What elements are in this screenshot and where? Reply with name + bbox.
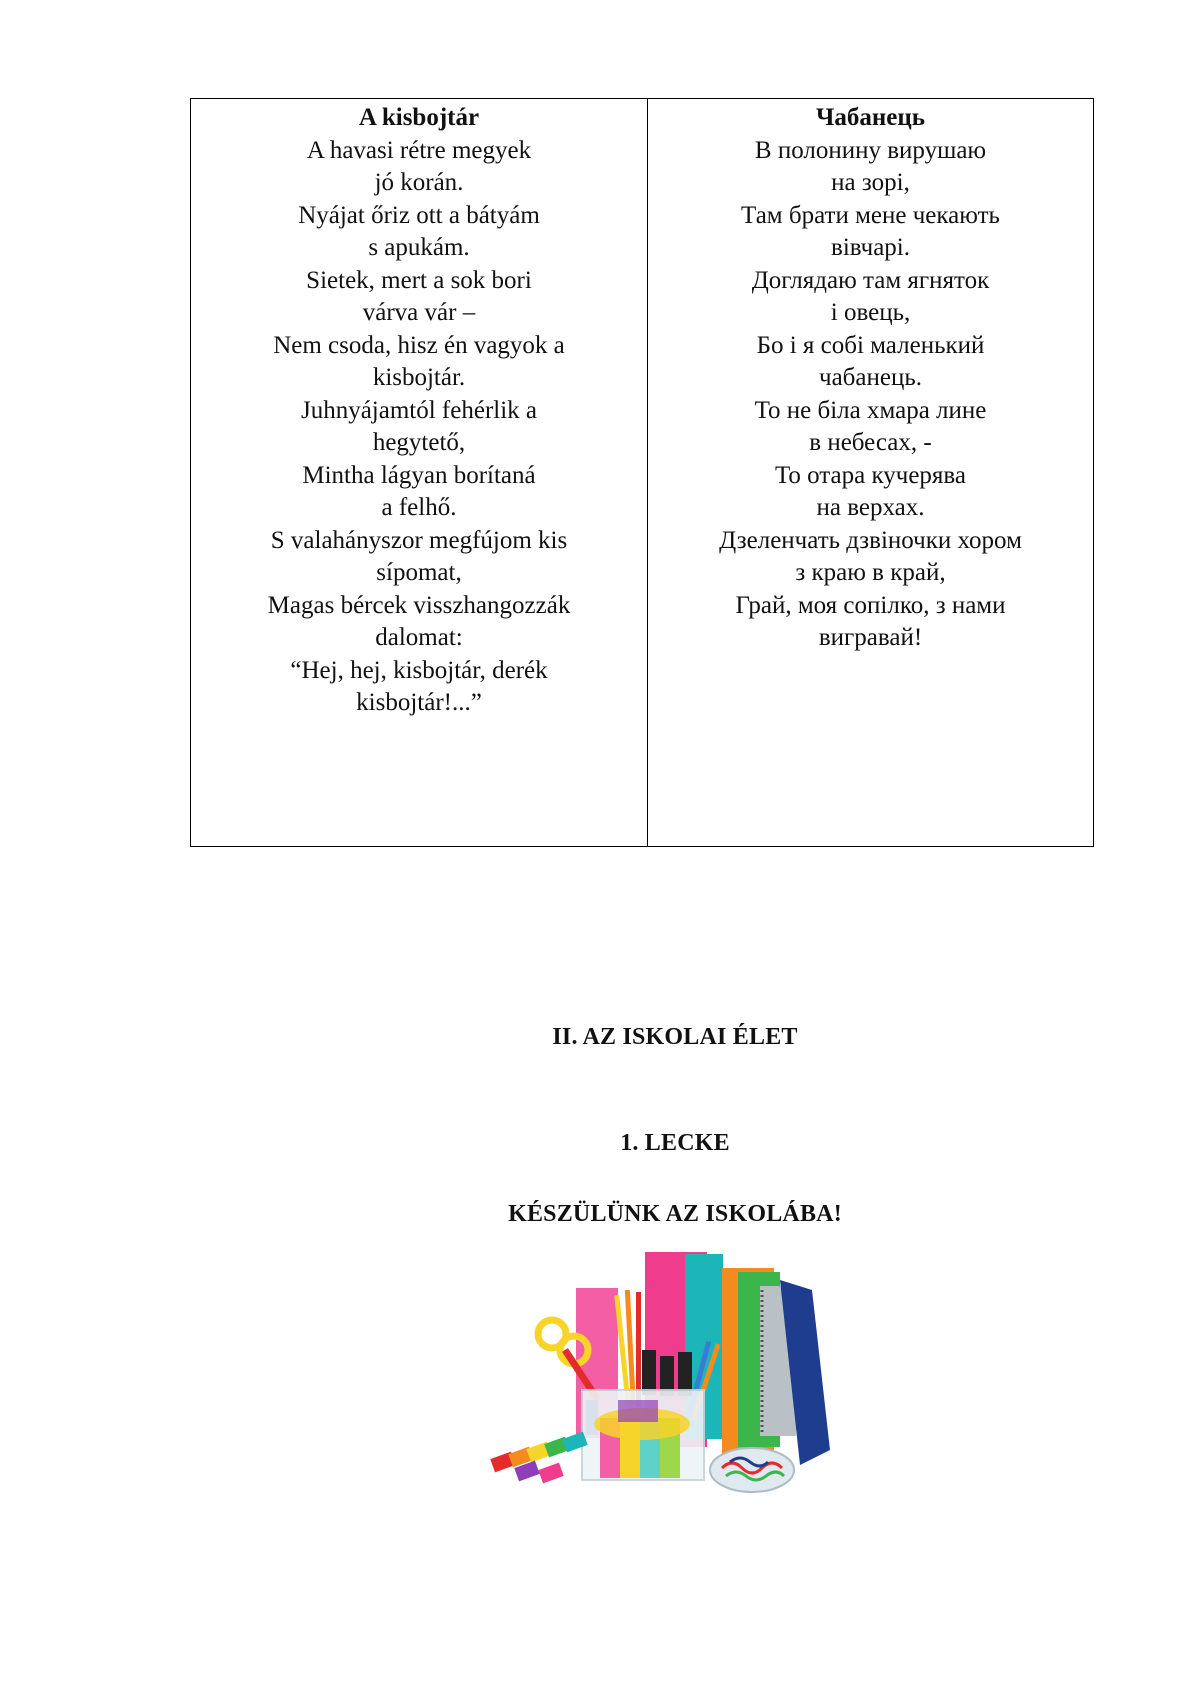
paperclip-dish [710, 1448, 794, 1492]
lesson-title: KÉSZÜLÜNK AZ ISKOLÁBA! [508, 1201, 842, 1227]
poem-table [190, 98, 1094, 847]
poem-line: чабанець. [819, 364, 922, 391]
chapter-heading: II. AZ ISKOLAI ÉLET [552, 1024, 798, 1050]
poem-line: Juhnyájamtól fehérlik a [300, 396, 538, 424]
poem-line: “Hej, hej, kisbojtár, derék [290, 656, 548, 684]
poem-title-hungarian: A kisbojtár [358, 104, 480, 131]
poem-line: dalomat: [375, 624, 463, 651]
poem-line: Бо і я собі маленький [756, 331, 985, 359]
poem-line: Грай, моя сопілко, з нами [735, 591, 1006, 619]
poem-line: вівчарі. [831, 234, 910, 261]
poem-line: kisbojtár. [372, 364, 466, 391]
poem-line: s apukám. [368, 234, 470, 261]
poem-line: в небесах, - [809, 429, 932, 456]
poem-line: Там брати мене чекають [741, 201, 1000, 229]
poem-line: hegytető, [372, 429, 466, 456]
poem-line: Доглядаю там ягняток [751, 266, 990, 294]
poem-title-ukrainian: Чабанець [816, 104, 925, 131]
school-supplies-illustration [490, 1250, 850, 1500]
poem-line: Mintha lágyan borítaná [302, 461, 536, 489]
poem-line: В полонину вирушаю [754, 136, 987, 164]
poem-line: То отара кучерява [774, 461, 966, 489]
poem-line: kisbojtár!...” [356, 689, 482, 716]
poem-line: Magas bércek visszhangozzák [267, 591, 571, 619]
poem-line: várva vár – [362, 299, 476, 326]
lesson-number: 1. LECKE [620, 1130, 730, 1156]
poem-line: Nem csoda, hisz én vagyok a [273, 331, 565, 359]
poem-line: вигравай! [818, 624, 923, 651]
poem-line: a felhő. [381, 494, 457, 521]
poem-line: з краю в край, [795, 559, 946, 586]
poem-line: і овець, [830, 299, 911, 326]
poem-line: на верхах. [816, 494, 925, 521]
poem-line: jó korán. [374, 169, 464, 196]
poem-line: на зорі, [831, 169, 910, 196]
poem-line: Nyájat őriz ott a bátyám [298, 201, 540, 229]
poem-line: A havasi rétre megyek [306, 136, 532, 164]
poem-line: Дзеленчать дзвіночки хором [719, 526, 1022, 554]
poem-line: S valahányszor megfújom kis [270, 526, 568, 554]
poem-line: То не біла хмара лине [754, 396, 987, 424]
poem-line: Sietek, mert a sok bori [306, 266, 532, 294]
poem-hungarian [191, 99, 648, 846]
poem-ukrainian [648, 99, 1093, 846]
poem-line: sípomat, [376, 559, 462, 586]
